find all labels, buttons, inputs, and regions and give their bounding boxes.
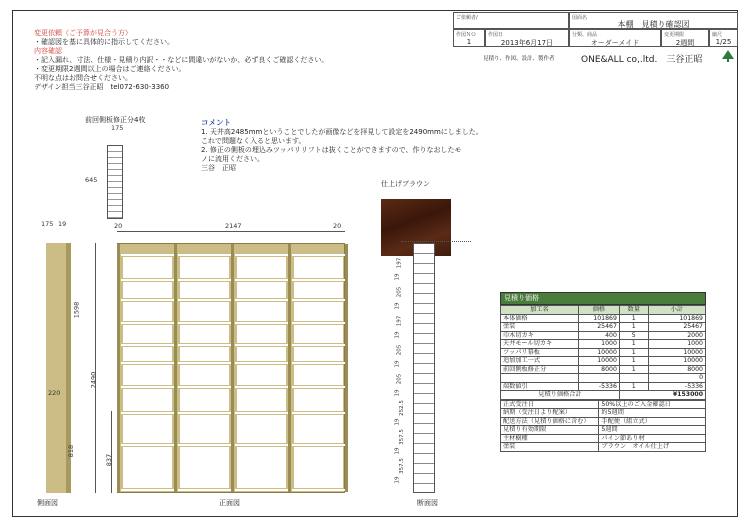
shelf-compartment (237, 365, 286, 385)
drawing-date: 2013年6月17日 (500, 39, 554, 47)
title-block (453, 12, 738, 80)
side-view-title: 側面図 (37, 499, 58, 507)
price-cell: 0 (648, 374, 705, 383)
shelf (178, 362, 231, 364)
shelf (121, 322, 174, 324)
price-cell: 巾木切カキ (501, 331, 579, 340)
side-panel (231, 244, 234, 492)
shelf (178, 386, 231, 388)
shelf (121, 362, 174, 364)
side-panel (345, 244, 348, 492)
shelf (292, 444, 345, 446)
dim-label: 2490 (89, 371, 98, 389)
total-label: 見積り価格合計 (501, 391, 620, 400)
shelf-compartment (123, 347, 172, 361)
shelf (235, 386, 288, 388)
shelf (178, 344, 231, 346)
shelf-compartment (180, 365, 229, 385)
shelf-compartment (237, 447, 286, 488)
drawing-name-cell (569, 12, 738, 29)
shelf-compartment (123, 325, 172, 343)
shelf (292, 299, 345, 301)
term-cell: 正式受注日 (501, 400, 599, 409)
class-label: 分類、商品 (572, 32, 598, 38)
price-row (501, 340, 706, 349)
dim-line (117, 231, 345, 232)
price-cell: 101869 (578, 314, 619, 323)
shelf (178, 299, 231, 301)
shelf-compartment (123, 282, 172, 298)
shelf (121, 412, 174, 414)
terms-table (500, 400, 706, 452)
front-view (117, 243, 345, 493)
date-cell (485, 29, 569, 47)
shelf (235, 412, 288, 414)
dim-label: 20 (333, 222, 342, 230)
notes-line: ・記入漏れ、寸法、仕様・見積り内訳・・などに間違いがないか、必ず良くご確認ください。 (34, 56, 329, 64)
price-row (501, 382, 706, 391)
shelf-compartment (180, 389, 229, 411)
price-table (500, 292, 706, 452)
shelf-compartment (294, 302, 343, 321)
dim-label: 2147 (225, 222, 242, 230)
shelf-compartment (180, 282, 229, 298)
shelf-compartment (294, 415, 343, 443)
price-cell: 8000 (578, 365, 619, 374)
col-header: 価格 (578, 306, 619, 315)
comment-line: 2. 修正の側板の埋込みツッパリリフトは抜くことができますので、作りなおしたモ (201, 146, 462, 154)
dim-label: 19 (394, 476, 401, 484)
price-cell: 25467 (648, 323, 705, 332)
dim-label: 19 (394, 360, 401, 368)
shelf-compartment (180, 325, 229, 343)
shelf-compartment (180, 347, 229, 361)
price-cell: 1 (619, 357, 648, 366)
total-value: ¥153000 (619, 391, 705, 400)
ceiling-line (401, 241, 471, 242)
col-header: 加工名 (501, 306, 579, 315)
shelf (235, 362, 288, 364)
term-cell: 塗装 (501, 443, 599, 452)
dim-label: 837 (105, 453, 114, 467)
price-row (501, 357, 706, 366)
shelf (292, 362, 345, 364)
tree-logo-icon (721, 49, 735, 63)
shelf-compartment (237, 325, 286, 343)
services-text: 見積り、作図、設計、製作者 (483, 56, 555, 62)
shelf-compartment (237, 389, 286, 411)
price-cell: 8000 (648, 365, 705, 374)
panel-width-dim: 175 (111, 124, 124, 132)
price-cell: 1 (619, 348, 648, 357)
dim-label: 357.5 (398, 457, 405, 474)
dim-label: 205 (396, 286, 403, 297)
term-cell: 5週間 (599, 426, 706, 435)
shelf (121, 386, 174, 388)
dim-label: 175 (41, 220, 54, 228)
shelf (235, 279, 288, 281)
shelf (292, 386, 345, 388)
term-cell: 配送方法（見積り価格に含む） (501, 417, 599, 426)
shelf (292, 254, 345, 256)
shelf (121, 279, 174, 281)
price-cell: 追加加工一式 (501, 357, 579, 366)
price-cell: 1 (619, 323, 648, 332)
shelf (121, 489, 174, 491)
price-cell: 10000 (648, 357, 705, 366)
shelf (292, 412, 345, 414)
price-cell: 10000 (578, 357, 619, 366)
dim-label: 19 (394, 331, 401, 339)
shelf (292, 322, 345, 324)
shelf (178, 444, 231, 446)
price-cell: ツッパリ幕板 (501, 348, 579, 357)
price-cell: -5336 (648, 382, 705, 391)
term-cell: 約5週間 (599, 409, 706, 418)
price-cell: 400 (578, 331, 619, 340)
shelf (178, 254, 231, 256)
price-cell (501, 374, 579, 383)
dim-label: 19 (394, 302, 401, 310)
col-header: 小計 (648, 306, 705, 315)
shelf-compartment (237, 347, 286, 361)
term-cell: 納期（受注日より配案） (501, 409, 599, 418)
price-row (501, 365, 706, 374)
shelf-compartment (123, 302, 172, 321)
notes-line: ・変更期限2週間以上の場合はご連絡ください。 (34, 65, 186, 73)
price-cell: 1 (619, 340, 648, 349)
dim-label: 19 (394, 273, 401, 281)
price-row (501, 374, 706, 383)
shelf-compartment (294, 365, 343, 385)
price-cell: 前回側板修正分 (501, 365, 579, 374)
shelf (178, 412, 231, 414)
shelf-compartment (294, 325, 343, 343)
shelf (235, 444, 288, 446)
shelf-compartment (123, 447, 172, 488)
dim-line (111, 411, 112, 493)
shelf-compartment (180, 447, 229, 488)
dim-line (95, 243, 96, 493)
price-cell: 天井モール切カキ (501, 340, 579, 349)
term-cell: ブラウン オイル仕上げ (599, 443, 706, 452)
no-cell (453, 29, 485, 47)
notes-line: ・確認図を基に具体的に指示してください。 (34, 38, 174, 46)
price-cell: -5336 (578, 382, 619, 391)
dim-label: 197 (396, 315, 403, 326)
drawing-label: 図面名 (572, 15, 588, 21)
price-cell: 25467 (578, 323, 619, 332)
shelf-compartment (123, 415, 172, 443)
shelf-compartment (180, 257, 229, 278)
drawing-scale: 1/25 (715, 38, 732, 46)
shelf (292, 344, 345, 346)
price-title: 見積り価格 (500, 292, 706, 305)
price-cell: 1 (619, 365, 648, 374)
price-cell: 本体価格 (501, 314, 579, 323)
scale-label: 縮尺 (712, 32, 723, 38)
change-period: 2週間 (675, 39, 695, 47)
dim-label: 19 (394, 447, 401, 455)
comment-signature: 三谷 正昭 (201, 164, 236, 172)
price-cell: 2000 (648, 331, 705, 340)
notes-line: 不明な点はお問合せください。 (34, 74, 132, 82)
shelf-compartment (237, 302, 286, 321)
company-name: ONE&ALL co,.ltd. 三谷正昭 (581, 55, 703, 65)
dim-label: 1598 (72, 301, 81, 319)
price-row (501, 348, 706, 357)
dim-label: 19 (394, 389, 401, 397)
class-cell (569, 29, 661, 47)
shelf (121, 344, 174, 346)
price-row (501, 314, 706, 323)
shelf (235, 344, 288, 346)
price-cell: 1000 (648, 340, 705, 349)
shelf-compartment (294, 257, 343, 278)
shelf-compartment (237, 282, 286, 298)
price-cell: 塗装 (501, 323, 579, 332)
term-cell: 手配便（組立式） (599, 417, 706, 426)
scale-cell (709, 29, 738, 47)
price-cell: 端数値引 (501, 382, 579, 391)
dim-label: 220 (48, 389, 61, 397)
drawing-sheet (12, 10, 738, 517)
price-cell (578, 374, 619, 383)
section-view (413, 243, 435, 493)
shelf (178, 322, 231, 324)
shelf-compartment (294, 347, 343, 361)
notes-title-change: 変更依頼（ご予算が見合う方） (34, 29, 132, 37)
comment-line: これで問題なく入ると思います。 (201, 137, 306, 145)
side-panel (117, 244, 120, 492)
price-cell: 10000 (648, 348, 705, 357)
price-grid (500, 305, 706, 400)
shelf-compartment (294, 389, 343, 411)
side-panel (174, 244, 177, 492)
comment-line: ノに流用ください。 (201, 155, 264, 163)
shelf-compartment (180, 415, 229, 443)
shelf (121, 444, 174, 446)
term-cell: 主材樹種 (501, 434, 599, 443)
customer-label: ご依頼者/ (456, 15, 478, 21)
price-cell: 1 (619, 382, 648, 391)
shelf (292, 489, 345, 491)
shelf-compartment (237, 415, 286, 443)
price-cell: 5 (619, 331, 648, 340)
shelf (235, 299, 288, 301)
shelf-compartment (123, 365, 172, 385)
dim-label: 205 (396, 344, 403, 355)
shelf (121, 254, 174, 256)
notes-title-check: 内容確認 (34, 47, 62, 55)
front-view-title: 正面図 (219, 499, 240, 507)
panel-height-dim: 645 (85, 176, 98, 184)
dim-label: 252.5 (398, 399, 405, 416)
dim-label: 19 (394, 418, 401, 426)
drawing-class: オーダーメイド (590, 39, 640, 47)
comment-heading: コメント (201, 118, 231, 127)
finish-label: 仕上げブラウン (381, 180, 430, 188)
shelf-compartment (180, 302, 229, 321)
dim-label: 357.5 (398, 428, 405, 445)
drawing-name: 本棚 見積り確認図 (617, 20, 690, 29)
term-row (501, 443, 706, 452)
shelf-compartment (123, 257, 172, 278)
customer-cell (453, 12, 569, 29)
panel-label: 前回側板修正分4枚 (85, 116, 146, 124)
shelf (121, 299, 174, 301)
col-header: 数量 (619, 306, 648, 315)
price-cell: 10000 (578, 348, 619, 357)
shelf (235, 254, 288, 256)
dim-label: 19 (394, 244, 401, 252)
price-row (501, 323, 706, 332)
shelf-compartment (294, 282, 343, 298)
term-row (501, 417, 706, 426)
shelf-compartment (237, 257, 286, 278)
term-cell: 見積り有効期限 (501, 426, 599, 435)
dim-label: 197 (396, 257, 403, 268)
dim-label: 205 (396, 373, 403, 384)
price-row (501, 331, 706, 340)
shelf-compartment (123, 389, 172, 411)
dim-label: 19 (58, 220, 67, 228)
price-cell: 101869 (648, 314, 705, 323)
comment-line: 1. 天井高2485mmということでしたが画像などを拝見して設定を2490mmにしました。 (201, 128, 483, 136)
price-cell (619, 374, 648, 383)
notes-contact: デザイン担当三谷正昭 tel072-630-3360 (34, 83, 170, 91)
shelf (178, 489, 231, 491)
period-label: 変更期限 (664, 32, 685, 38)
no-label: 作図ＮＯ (456, 32, 477, 38)
term-row (501, 400, 706, 409)
shelf (292, 279, 345, 281)
dim-label: 20 (114, 222, 123, 230)
price-cell: 1000 (578, 340, 619, 349)
term-row (501, 409, 706, 418)
panel-detail (107, 145, 123, 219)
term-cell: 50%以上のご入金確認日 (599, 400, 706, 409)
shelf-compartment (294, 447, 343, 488)
side-panel (288, 244, 291, 492)
dim-label: 818 (67, 444, 76, 458)
term-cell: パイン節あり材 (599, 434, 706, 443)
shelf (235, 489, 288, 491)
shelf (235, 322, 288, 324)
period-cell (661, 29, 709, 47)
term-row (501, 426, 706, 435)
shelf (178, 279, 231, 281)
drawing-no: 1 (466, 38, 472, 46)
term-row (501, 434, 706, 443)
price-cell: 1 (619, 314, 648, 323)
date-label: 作図日 (488, 32, 504, 38)
section-view-title: 断面図 (417, 499, 438, 507)
side-view (46, 243, 66, 493)
